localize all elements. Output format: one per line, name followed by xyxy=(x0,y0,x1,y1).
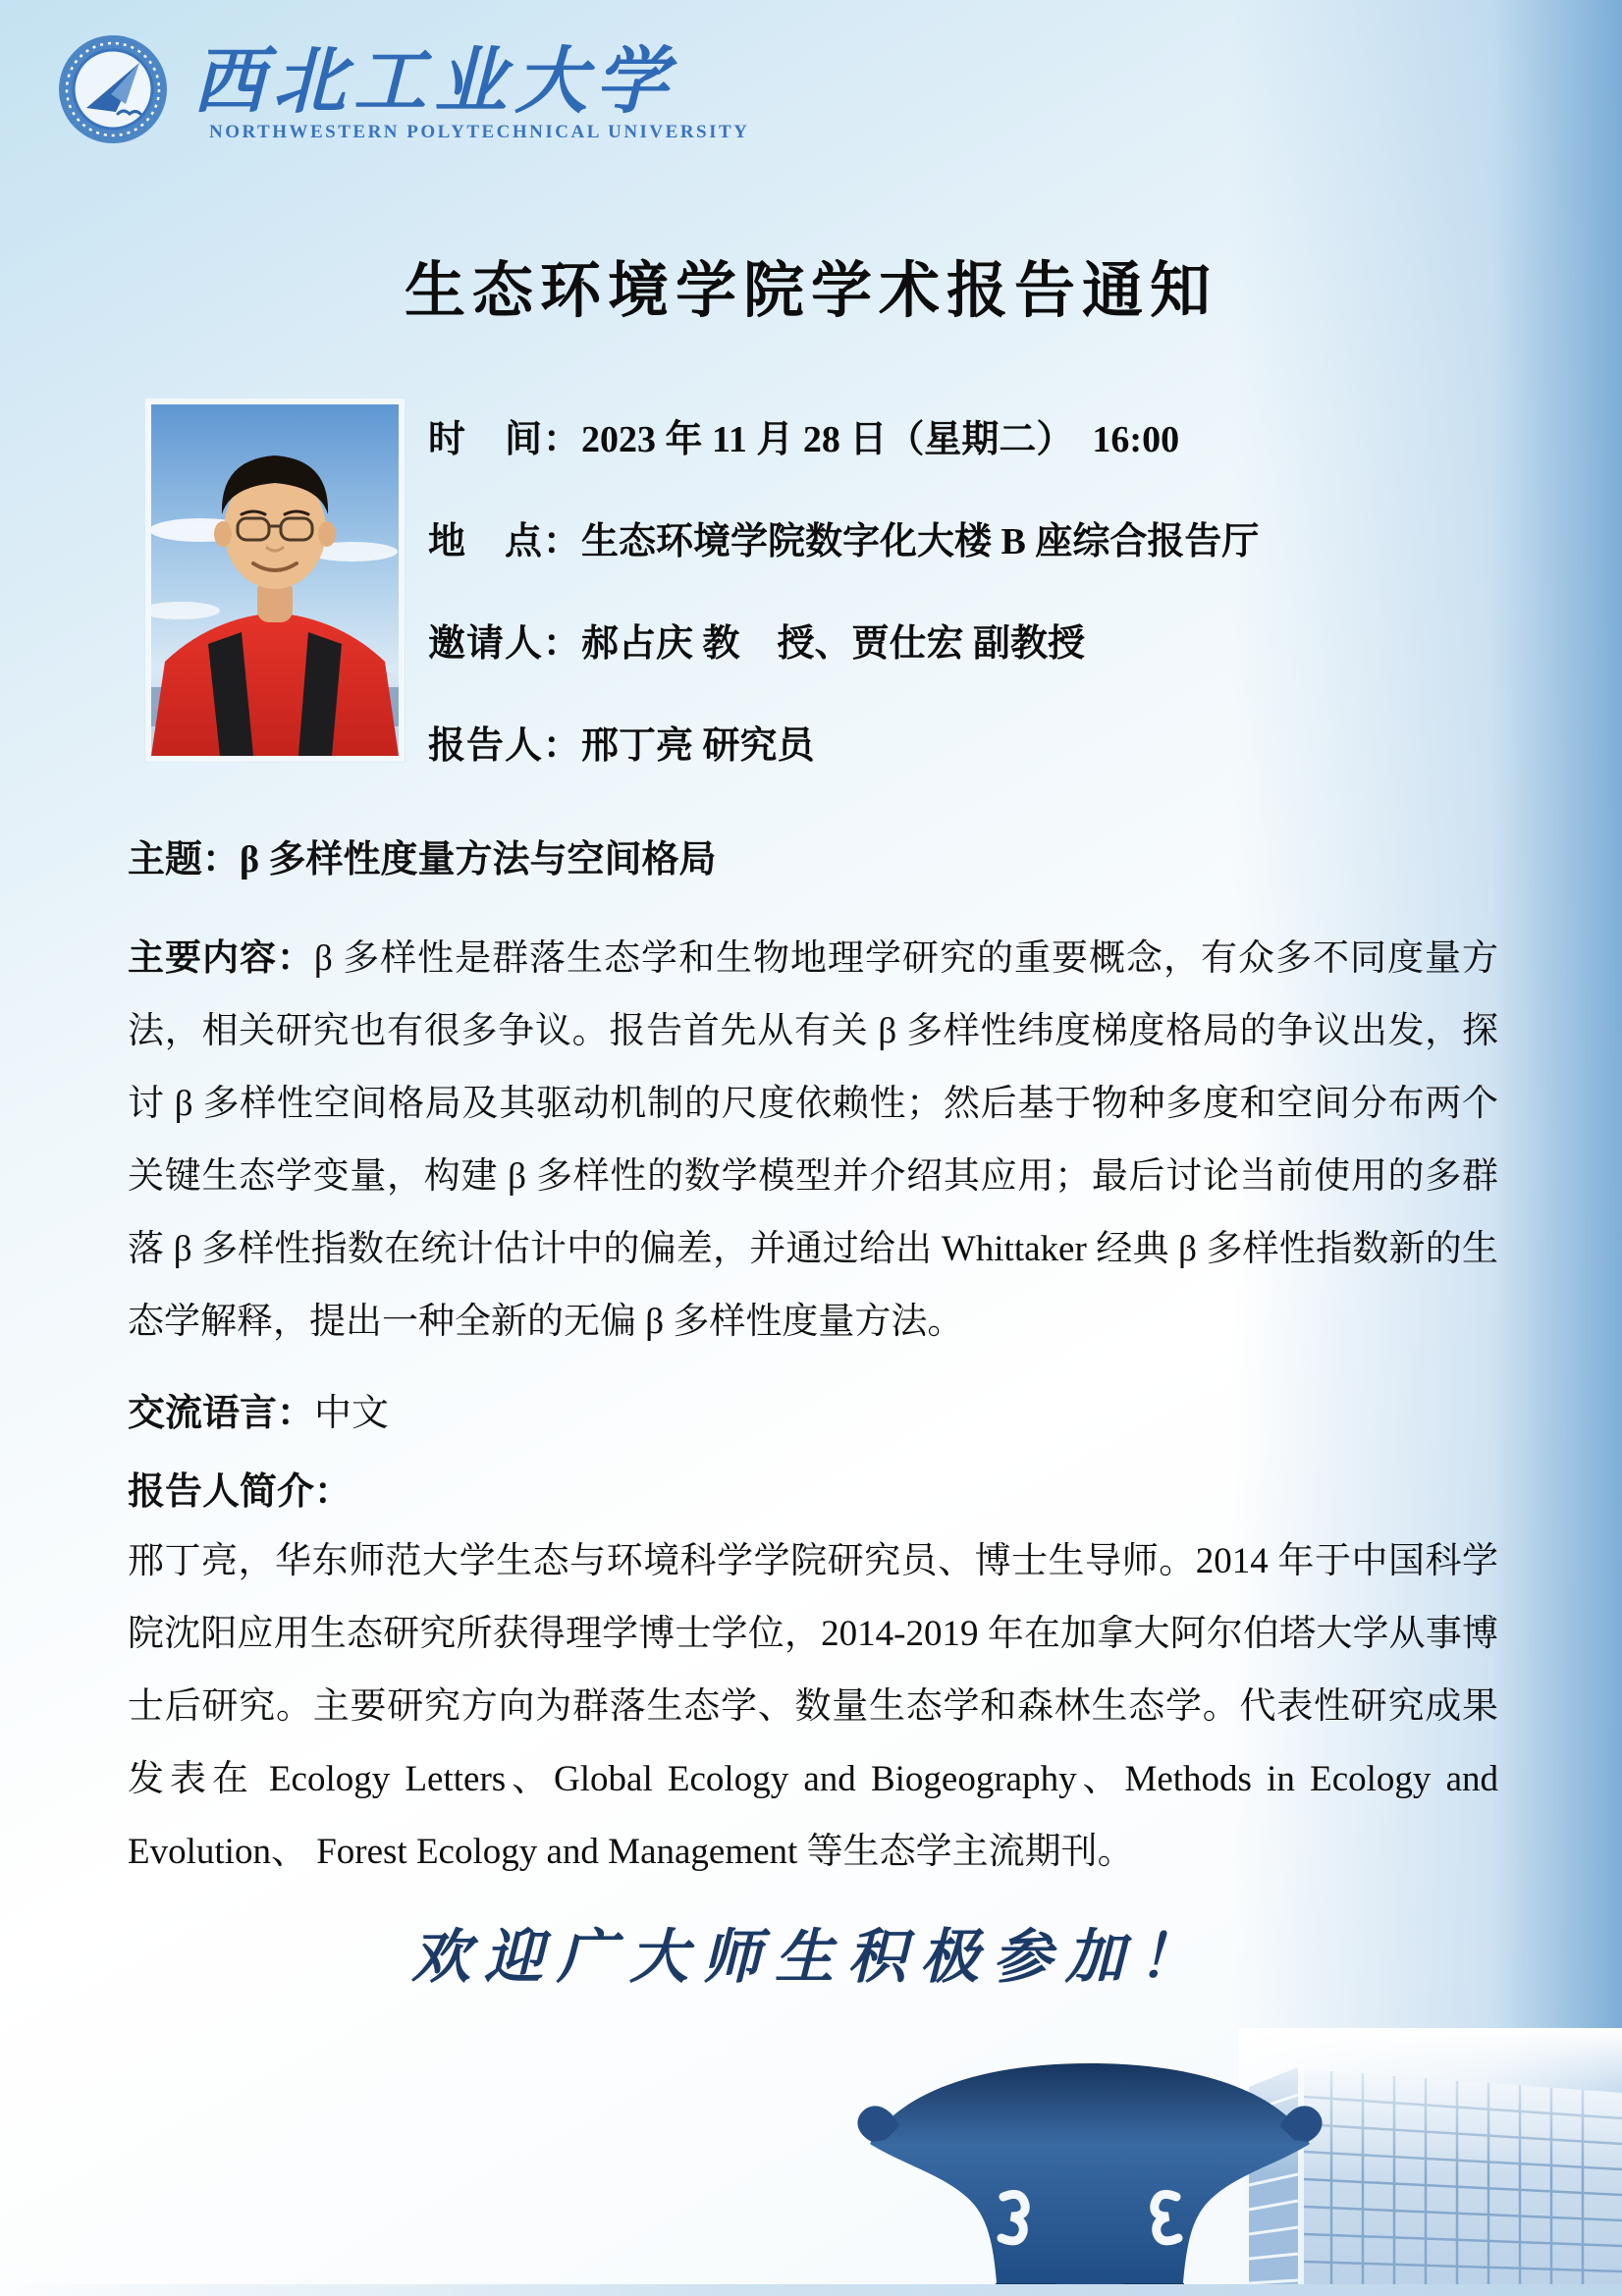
language-label: 交流语言： xyxy=(128,1393,315,1434)
page-title: 生态环境学院学术报告通知 xyxy=(404,254,1217,326)
speaker-value: 邢丁亮 研究员 xyxy=(581,725,815,767)
inviter-value: 郝占庆 教 授、贾仕宏 副教授 xyxy=(581,623,1086,665)
language-line xyxy=(128,1386,1498,1441)
main-content xyxy=(128,825,1498,1889)
bio-paragraph: 邢丁亮，华东师范大学生态与环境科学学院研究员、博士生导师。2014 年于中国科学院沈阳应用生态研究所获得理学博士学位，2014-2019 年在加拿大阿尔伯塔大学从事博士后研究。主要研究方向为群落生态学、数量生态学和森林生态学。代表性研究成果发表在 Ecology Letters、Global Ecology and Biogeography、Methods in Ecology and Evolution、 Forest Ecology and Management 等生态学主流期刊。 xyxy=(128,1541,1498,1872)
abstract-paragraph xyxy=(128,923,1498,1359)
time-value: 2023 年 11 月 28 日（星期二） 16:00 xyxy=(581,419,1180,460)
university-emblem-icon xyxy=(57,33,169,145)
location-label: 地 点： xyxy=(428,521,582,562)
bronze-vessel-icon xyxy=(856,2050,1324,2296)
info-row-location xyxy=(428,514,1508,616)
topic-label: 主题： xyxy=(128,839,241,881)
abstract-label: 主要内容： xyxy=(128,938,314,979)
language-value: 中文 xyxy=(314,1393,390,1434)
time-label: 时 间： xyxy=(428,419,582,460)
closing-slogan: 欢迎广大师生积极参加！ xyxy=(411,1923,1211,1992)
speaker-photo xyxy=(145,399,405,762)
info-row-speaker xyxy=(428,719,1508,821)
inviter-label: 邀请人： xyxy=(428,623,582,665)
university-name-en: NORTHWESTERN POLYTECHNICAL UNIVERSITY xyxy=(209,122,750,142)
topic-line xyxy=(128,832,1498,887)
info-row-inviter xyxy=(428,616,1508,719)
info-section xyxy=(428,412,1508,821)
location-value: 生态环境学院数字化大楼 B 座综合报告厅 xyxy=(581,521,1260,562)
topic-value: β 多样性度量方法与空间格局 xyxy=(240,839,717,881)
speaker-label: 报告人： xyxy=(428,725,582,767)
bottom-strip xyxy=(0,2284,1622,2296)
abstract-text: β 多样性是群落生态学和生物地理学研究的重要概念，有众多不同度量方法，相关研究也有很多争议。报告首先从有关 β 多样性纬度梯度格局的争议出发，探讨 β 多样性空间格局及其驱动机制的尺度依赖性；然后基于物种多度和空间分布两个关键生态学变量，构建 β 多样性的数学模型并介绍其应用；最后讨论当前使用的多群落 β 多样性指数在统计估计中的偏差，并通过给出 Whittaker 经典 β 多样性指数新的生态学解释，提出一种全新的无偏 β 多样性度量方法。 xyxy=(128,938,1499,1342)
header-logo xyxy=(57,27,750,160)
university-name-cn: 西北工业大学 xyxy=(192,39,676,124)
bio-heading: 报告人简介： xyxy=(128,1471,352,1513)
speaker-photo-illustration xyxy=(151,404,399,756)
info-row-time xyxy=(428,412,1508,514)
